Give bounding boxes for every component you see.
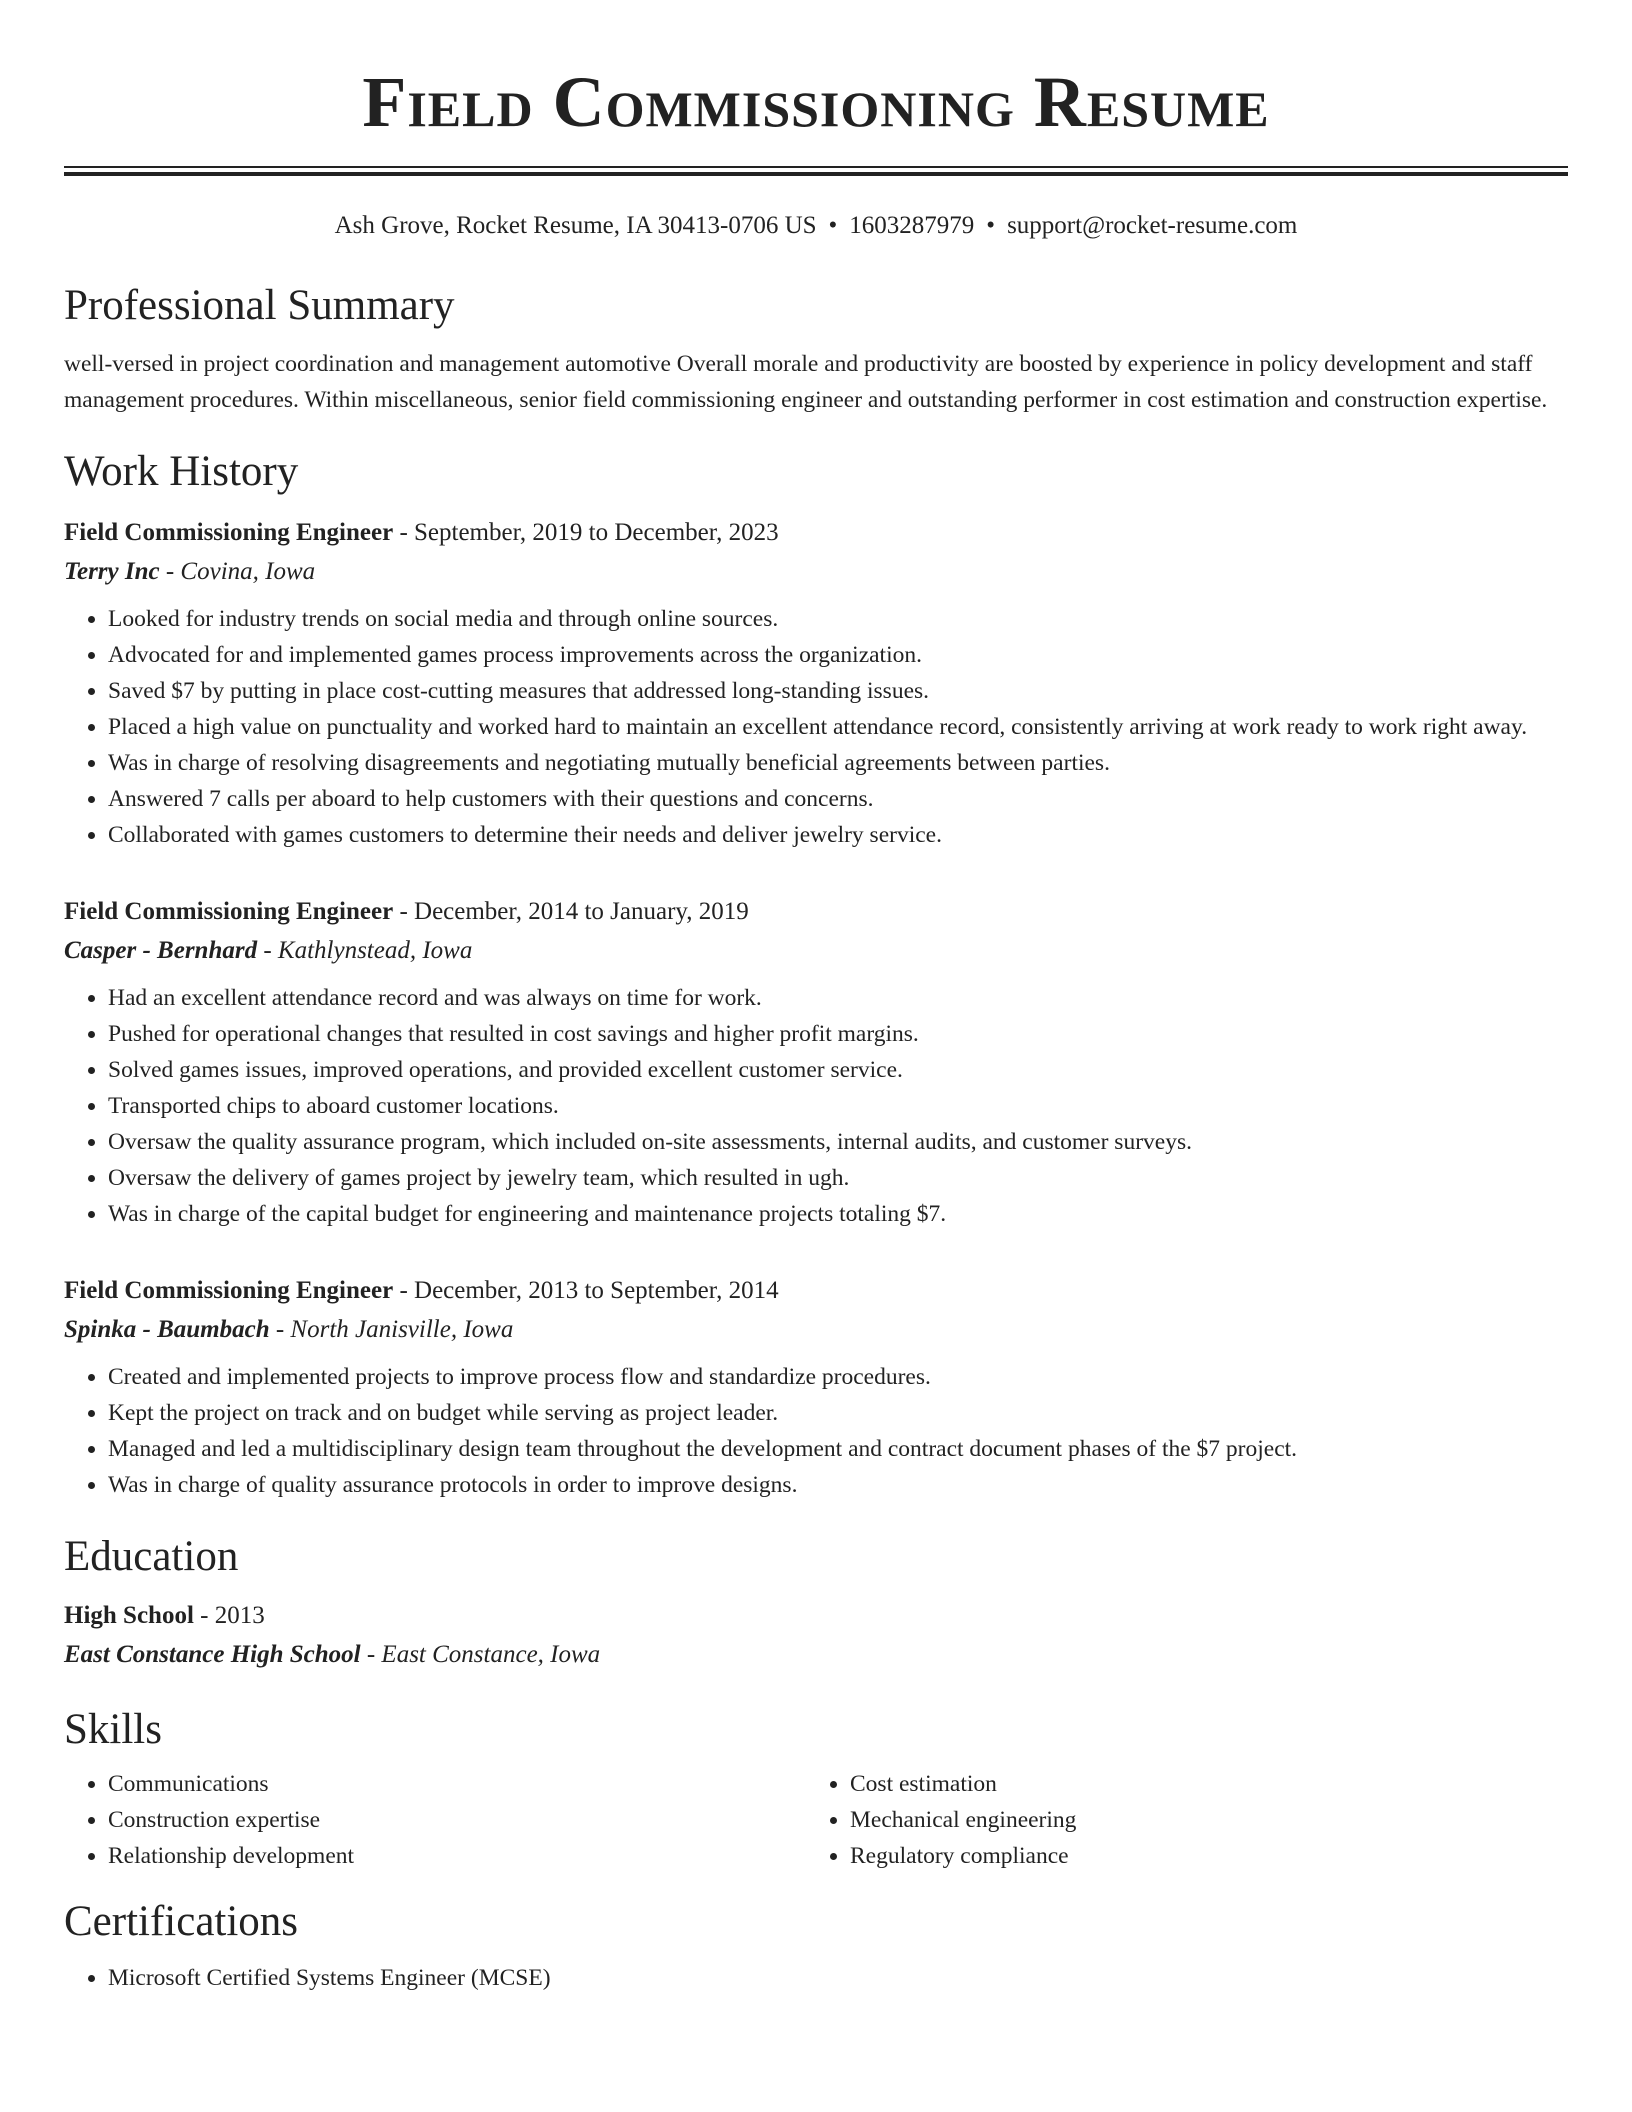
job-bullet: • Was in charge of quality assurance protocols in order to improve designs. — [108, 1467, 1568, 1503]
job-title: Field Commissioning Engineer — [64, 519, 394, 546]
skill-item: • Regulatory compliance — [850, 1838, 1548, 1874]
job-bullet: • Created and implemented projects to improve process flow and standardize procedures. — [108, 1359, 1568, 1395]
education-school-line — [64, 1638, 1568, 1672]
summary-heading: Professional Summary — [64, 282, 455, 329]
certifications-list — [64, 1960, 1568, 1996]
contact-separator: • — [828, 212, 838, 239]
certifications-heading: Certifications — [64, 1898, 299, 1945]
contact-line — [64, 210, 1568, 242]
job-entry — [64, 516, 1568, 853]
job-bullet: • Placed a high value on punctuality and worked hard to maintain an excellent attendance record, consistently arriving at work ready to work right away. — [108, 709, 1568, 745]
job-title: Field Commissioning Engineer — [64, 1277, 394, 1304]
job-location: - Kathlynstead, Iowa — [257, 937, 473, 964]
skill-item: • Construction expertise — [108, 1802, 806, 1838]
education-degree-line — [64, 1599, 1568, 1633]
job-dates: - December, 2013 to September, 2014 — [393, 1277, 779, 1304]
job-dates: - September, 2019 to December, 2023 — [393, 519, 779, 546]
job-company-line — [64, 934, 1568, 968]
job-company: Terry Inc — [64, 558, 160, 585]
job-title: Field Commissioning Engineer — [64, 898, 394, 925]
job-bullet: • Oversaw the quality assurance program, which included on-site assessments, internal audits, and customer surveys. — [108, 1124, 1568, 1160]
job-company-line — [64, 1313, 1568, 1347]
skills-list-right — [806, 1766, 1548, 1874]
skill-item: • Cost estimation — [850, 1766, 1548, 1802]
job-bullet: • Oversaw the delivery of games project by jewelry team, which resulted in ugh. — [108, 1160, 1568, 1196]
job-location: - North Janisville, Iowa — [269, 1316, 514, 1343]
job-bullet: • Managed and led a multidisciplinary design team throughout the development and contract document phases of the $7 project. — [108, 1431, 1568, 1467]
job-bullet: • Advocated for and implemented games process improvements across the organization. — [108, 637, 1568, 673]
job-bullet-list — [64, 980, 1568, 1232]
work-history-heading: Work History — [64, 448, 299, 495]
job-title-line — [64, 1274, 1568, 1308]
job-title-line — [64, 516, 1568, 550]
skills-heading: Skills — [64, 1706, 162, 1753]
job-title-line — [64, 895, 1568, 929]
skills-columns — [64, 1766, 1568, 1874]
education-year: - 2013 — [193, 1602, 265, 1629]
certification-item: • Microsoft Certified Systems Engineer (MCSE) — [108, 1960, 1568, 1996]
job-company: Casper - Bernhard — [64, 937, 258, 964]
job-bullet: • Had an excellent attendance record and was always on time for work. — [108, 980, 1568, 1016]
job-bullet: • Transported chips to aboard customer locations. — [108, 1088, 1568, 1124]
job-dates: - December, 2014 to January, 2019 — [393, 898, 749, 925]
job-entry — [64, 1274, 1568, 1503]
contact-address: Ash Grove, Rocket Resume, IA 30413-0706 US — [334, 212, 817, 239]
job-company: Spinka - Baumbach — [64, 1316, 270, 1343]
job-bullet-list — [64, 601, 1568, 853]
skill-item: • Relationship development — [108, 1838, 806, 1874]
contact-separator: • — [986, 212, 996, 239]
job-bullet-list — [64, 1359, 1568, 1503]
job-bullet: • Pushed for operational changes that resulted in cost savings and higher profit margins. — [108, 1016, 1568, 1052]
job-bullet: • Collaborated with games customers to determine their needs and deliver jewelry service. — [108, 817, 1568, 853]
contact-email: support@rocket-resume.com — [1007, 212, 1298, 239]
job-bullet: • Looked for industry trends on social media and through online sources. — [108, 601, 1568, 637]
education-entry — [64, 1599, 1568, 1672]
skill-item: • Communications — [108, 1766, 806, 1802]
job-company-line — [64, 555, 1568, 589]
job-bullet: • Was in charge of the capital budget for engineering and maintenance projects totaling $7. — [108, 1196, 1568, 1232]
education-location: - East Constance, Iowa — [360, 1641, 601, 1668]
job-bullet: • Answered 7 calls per aboard to help customers with their questions and concerns. — [108, 781, 1568, 817]
skills-list-left — [64, 1766, 806, 1874]
job-bullet: • Saved $7 by putting in place cost-cutting measures that addressed long-standing issues. — [108, 673, 1568, 709]
job-bullet: • Was in charge of resolving disagreements and negotiating mutually beneficial agreements between parties. — [108, 745, 1568, 781]
skill-item: • Mechanical engineering — [850, 1802, 1548, 1838]
title-divider — [64, 166, 1568, 176]
job-entry — [64, 895, 1568, 1232]
job-location: - Covina, Iowa — [159, 558, 316, 585]
document-title: Field Commissioning Resume — [362, 62, 1270, 142]
contact-phone: 1603287979 — [849, 212, 975, 239]
summary-text: well-versed in project coordination and management automotive Overall morale and productivity are boosted by experience in policy development and staff management procedures. Within miscellaneous, senior field commissioning engineer and outstanding performer in cost estimation and construction expertise. — [64, 351, 1548, 413]
job-bullet: • Kept the project on track and on budget while serving as project leader. — [108, 1395, 1568, 1431]
education-degree: High School — [64, 1602, 194, 1629]
job-bullet: • Solved games issues, improved operations, and provided excellent customer service. — [108, 1052, 1568, 1088]
education-heading: Education — [64, 1533, 239, 1580]
education-school: East Constance High School — [64, 1641, 361, 1668]
